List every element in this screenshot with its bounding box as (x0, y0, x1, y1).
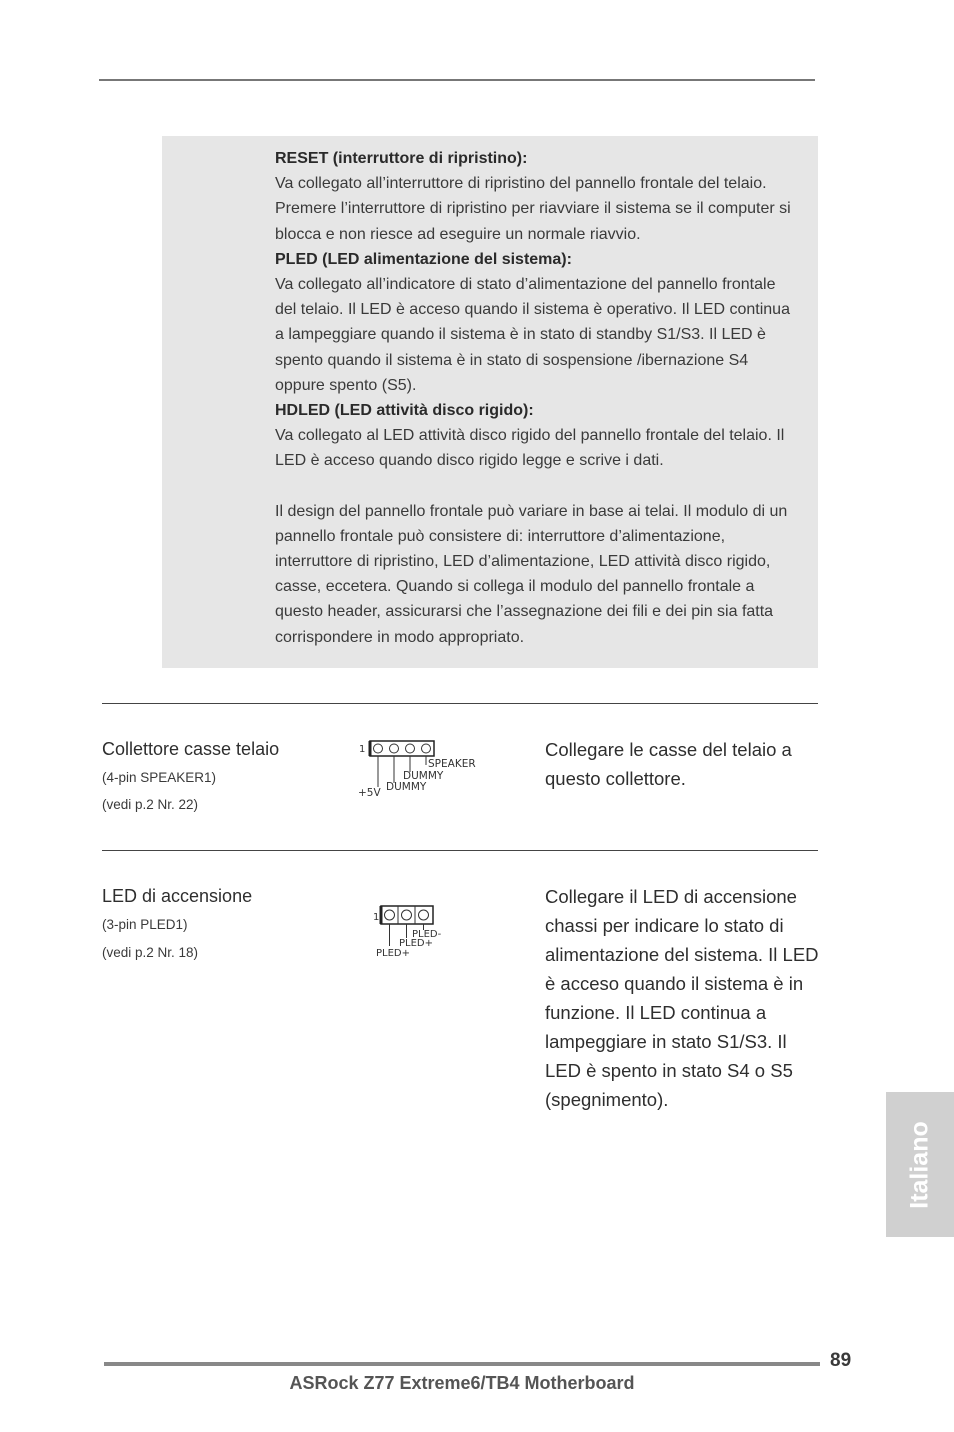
pled-line: spento quando il sistema è in stato di sospensione /ibernazione S4 (275, 351, 749, 369)
info-box-text (275, 146, 820, 650)
note-line: questo header, assicurarsi che l’assegnazione dei fili e dei pin sia fatta (275, 603, 774, 621)
language-tab-label: Italiano (905, 1120, 934, 1209)
pin-circle (385, 910, 395, 920)
footer-title: ASRock Z77 Extreme6/TB4 Motherboard (289, 1373, 635, 1393)
hdled-line: LED è acceso quando disco rigido legge e scrive i dati. (275, 452, 664, 470)
hdled-heading: HDLED (LED attività disco rigido): (275, 402, 534, 420)
pin-circle (422, 744, 431, 753)
section-rule (102, 703, 818, 704)
pled-title: LED di accensione (102, 886, 253, 906)
speaker-ref: (vedi p.2 Nr. 22) (102, 797, 199, 812)
paragraph-gap (275, 474, 820, 499)
pin1-label: 1 (373, 912, 380, 923)
page-number: 89 (830, 1350, 852, 1371)
note-line: casse, eccetera. Quando si collega il modulo del pannello frontale a (275, 578, 755, 596)
pled-plus-label: PLED+ (376, 948, 410, 959)
info-box (162, 136, 818, 668)
dummy-label: DUMMY (386, 781, 427, 793)
pin1-label: 1 (359, 744, 366, 755)
reset-line: Premere l’interruttore di ripristino per riavviare il sistema se il computer si (275, 200, 791, 218)
note-line: pannello frontale può consistere di: interruttore d’alimentazione, (275, 527, 726, 545)
5v-label: +5V (358, 787, 381, 799)
pled-line: del telaio. Il LED è acceso quando il sistema è operativo. Il LED continua (275, 301, 790, 319)
speaker-header-diagram (355, 737, 485, 799)
hdled-line: Va collegato al LED attività disco rigido del pannello frontale del telaio. Il (275, 427, 785, 445)
reset-heading: RESET (interruttore di ripristino): (275, 150, 528, 167)
note-line: corrispondere in modo appropriato. (275, 628, 525, 646)
footer-rule (104, 1362, 820, 1366)
pled-plus-label: PLED+ (399, 938, 433, 949)
reset-line: Va collegato all’interruttore di ripristino del pannello frontale del telaio. (275, 175, 767, 193)
pled-line: oppure spento (S5). (275, 376, 417, 394)
pin-circle (406, 744, 415, 753)
pled-ref: (vedi p.2 Nr. 18) (102, 945, 199, 960)
pled-heading: PLED (LED alimentazione del sistema): (275, 250, 572, 268)
pin-circle (390, 744, 399, 753)
language-tab (886, 1092, 954, 1237)
note-line: Il design del pannello frontale può variare in base ai telai. Il modulo di un (275, 502, 788, 520)
header-outline (370, 741, 434, 756)
section-rule (102, 850, 818, 851)
pin-circle (419, 910, 429, 920)
top-rule (99, 79, 815, 81)
reset-line: blocca e non riesce ad eseguire un normale riavvio. (275, 225, 641, 243)
note-line: interruttore di ripristino, LED d’alimentazione, LED attività disco rigido, (275, 553, 771, 571)
dummy-label: DUMMY (403, 770, 444, 782)
speaker-title: Collettore casse telaio (102, 739, 280, 759)
pin-circle (374, 744, 383, 753)
pled-minus-label: PLED- (412, 929, 442, 940)
pled-pin-info: (3-pin PLED1) (102, 917, 188, 932)
pin-circle (402, 910, 412, 920)
pled-description: Collegare il LED di accensione chassi per indicare lo stato di alimentazione del sistema. Il LED è acceso quando il sistema è in funzione. Il LED continua a lampeggiare in stato S1/S3. Il LED è spento in stato S4 o S5 (spegnimento). (545, 886, 819, 1110)
speaker-pin-info: (4-pin SPEAKER1) (102, 770, 217, 785)
speaker-label: SPEAKER (428, 758, 476, 770)
header-outline (381, 906, 433, 924)
pled-line: a lampeggiare quando il sistema è in stato di standby S1/S3. Il LED è (275, 326, 766, 344)
speaker-description: Collegare le casse del telaio a questo collettore. (545, 739, 792, 789)
pled-header-diagram (370, 902, 460, 962)
pled-line: Va collegato all’indicatore di stato d’alimentazione del pannello frontale (275, 276, 776, 294)
